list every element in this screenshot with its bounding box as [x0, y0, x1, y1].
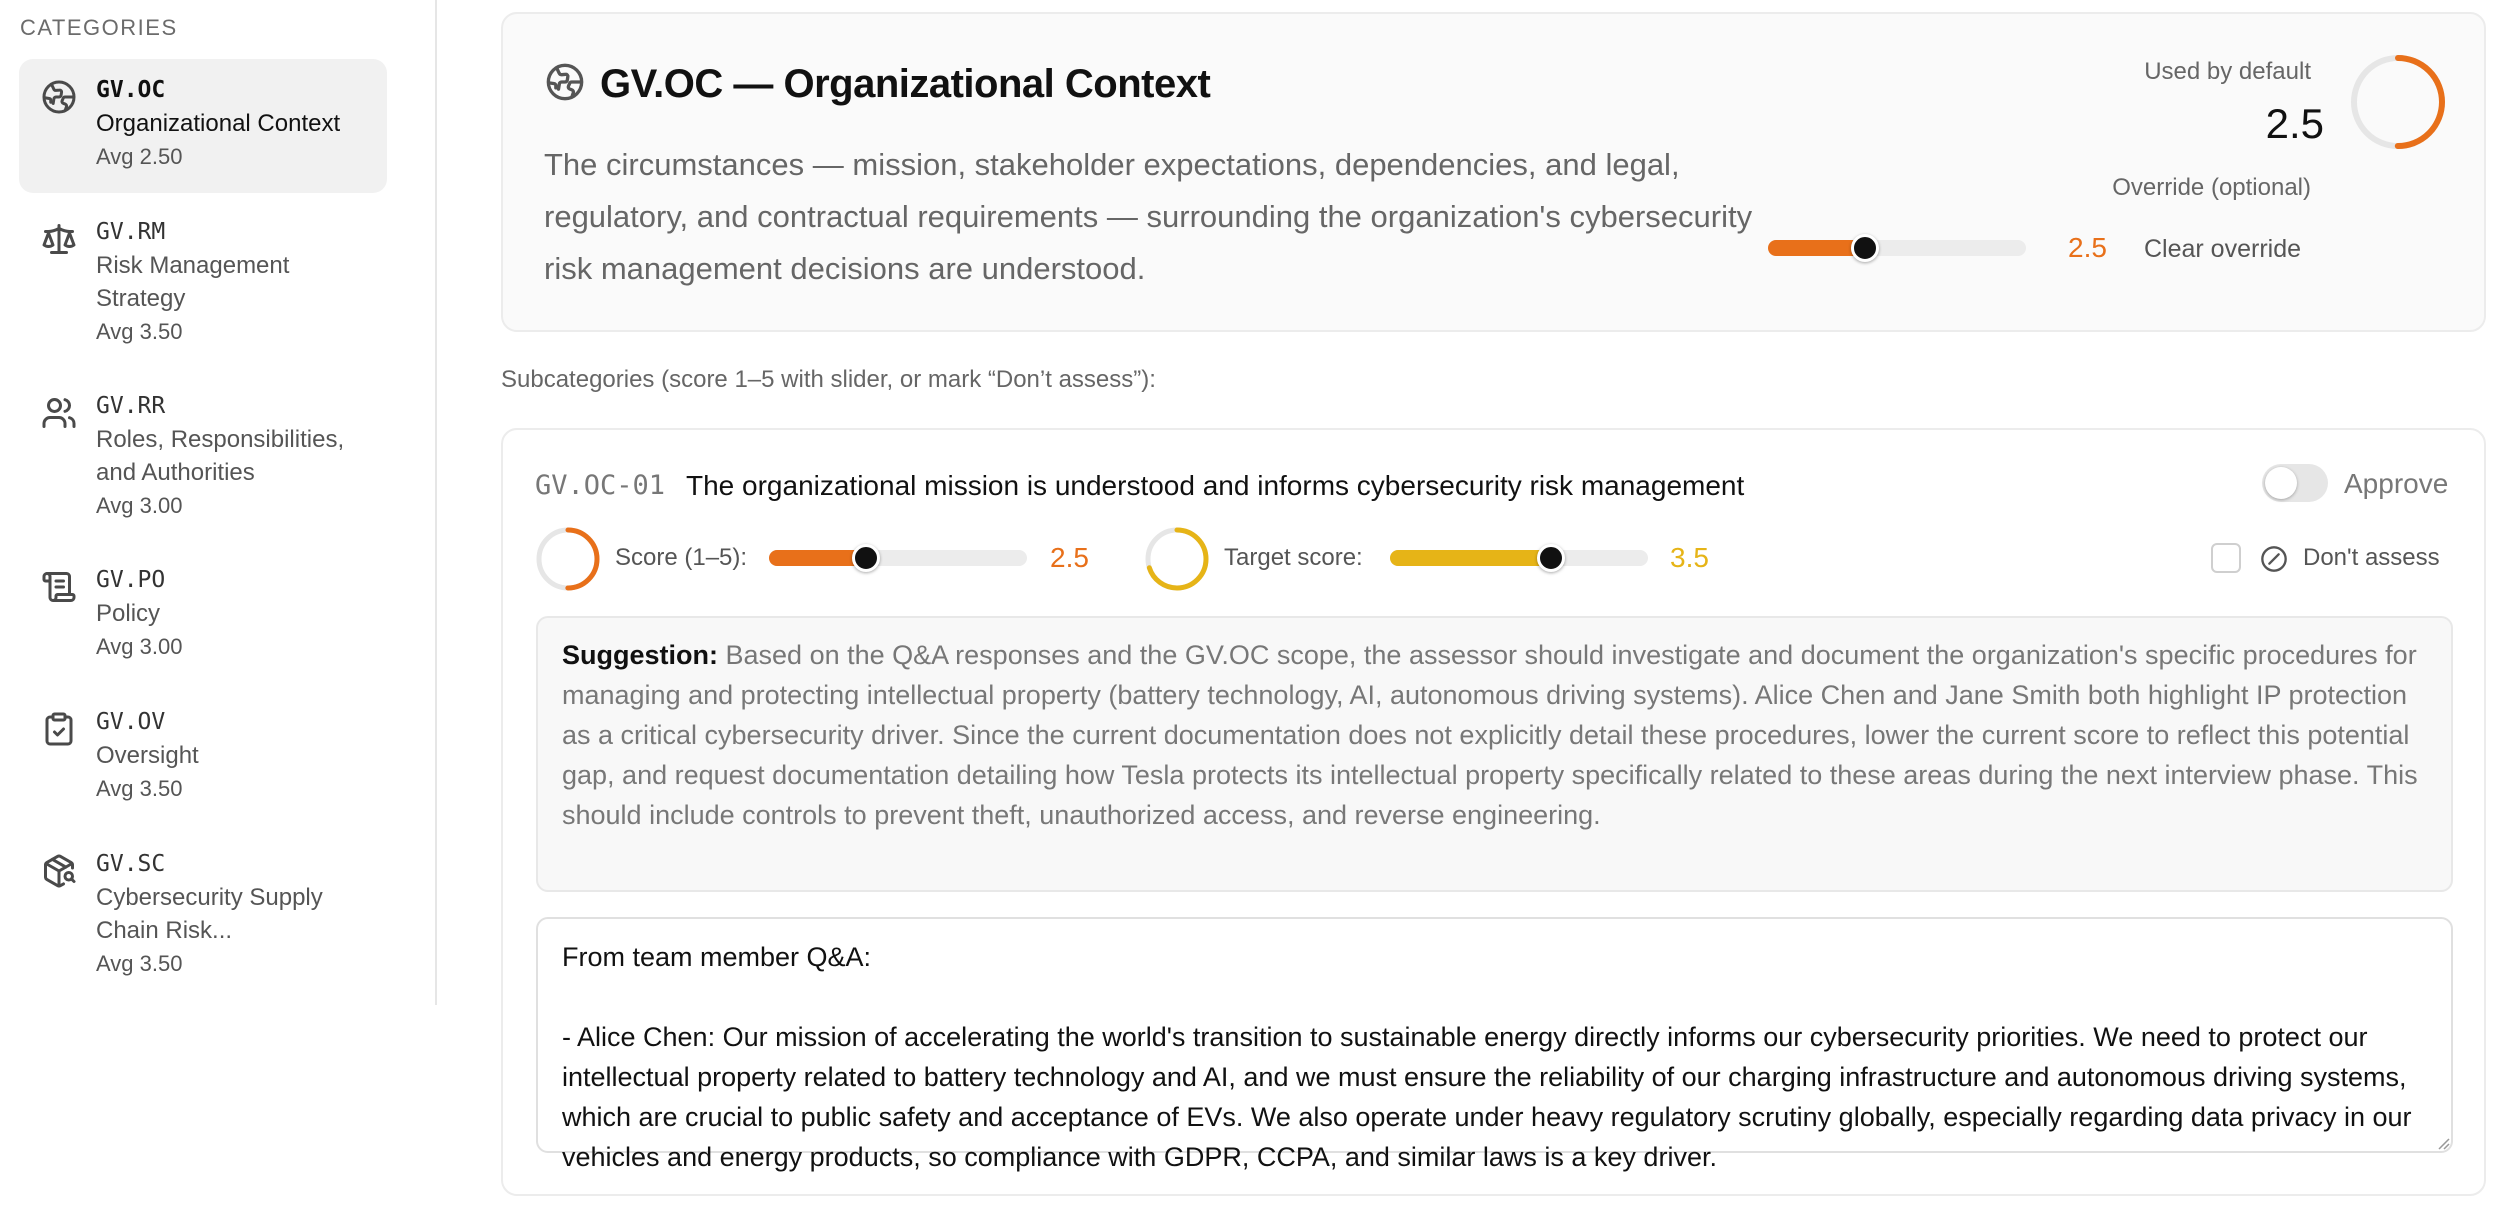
category-average: Avg 3.00: [96, 634, 183, 659]
category-list: [19, 59, 387, 1007]
category-name: Policy: [96, 600, 161, 627]
default-score-value: 2.5: [2265, 100, 2324, 147]
suggestion-text: Based on the Q&A responses and the GV.OC scope, the assessor should investigate and document the organization's specific procedures for managing and protecting intellectual property (battery technology, AI, autonomous driving systems). Alice Chen and Jane Smith both highlight IP protection as a critical cybersecurity driver. Since the current documentation does not explicitly detail these procedures, lower the current score to reflect this potential gap, and request documentation detailing how Tesla protects its intellectual property specifically related to these areas during the next interview phase. This should include controls to prevent theft, unauthorized access, and reverse engineering.: [562, 640, 2418, 830]
globe-icon: [41, 79, 77, 115]
category-code: GV.RR: [96, 393, 166, 419]
target-score-value: 3.5: [1670, 542, 1709, 573]
category-name: Organizational Context: [96, 110, 341, 137]
clipboard-check-icon: [41, 711, 77, 747]
suggestion-box: [536, 616, 2453, 892]
default-score-label: Used by default: [2144, 58, 2311, 85]
category-average: Avg 3.50: [96, 951, 183, 976]
category-average: Avg 3.50: [96, 319, 183, 344]
subcategories-heading: Subcategories (score 1–5 with slider, or mark “Don’t assess”):: [501, 366, 1156, 393]
sidebar-item-gv-po[interactable]: [19, 549, 387, 683]
subcategory-id: GV.OC-01: [535, 470, 666, 501]
notes-textarea[interactable]: From team member Q&A: - Alice Chen: Our mission of accelerating the world's transition to sustainable energy directly informs our cybersecurity priorities. We need to protect our intellectual property related to battery technology and AI, and we must ensure the reliability of our charging infrastructure and autonomous driving systems, which are crucial to public safety and acceptance of EVs. We also operate under heavy regulatory scrutiny globally, especially regarding data privacy in our vehicles and energy products, so compliance with GDPR, CCPA, and similar laws is a key driver.: [536, 917, 2453, 1153]
override-value: 2.5: [2068, 232, 2107, 263]
category-description: The circumstances — mission, stakeholder expectations, dependencies, and legal, regulatory, and contractual requirements — surrounding the organization's cybersecurity risk management decisions are understood.: [544, 147, 1753, 286]
users-icon: [41, 395, 77, 431]
category-code: GV.RM: [96, 219, 166, 245]
category-code: GV.PO: [96, 567, 166, 593]
target-score-label: Target score:: [1224, 544, 1363, 571]
approve-label: Approve: [2344, 468, 2449, 499]
package-search-icon: [41, 853, 77, 889]
score-label: Score (1–5):: [615, 544, 748, 571]
category-header-card: [501, 12, 2486, 332]
category-name: Roles, Responsibilities, and Authorities: [96, 426, 345, 486]
score-slider[interactable]: [769, 550, 1027, 566]
category-code: GV.SC: [96, 851, 166, 877]
clear-override-button[interactable]: Clear override: [2144, 235, 2302, 263]
category-code: GV.OV: [96, 709, 166, 735]
category-average: Avg 2.50: [96, 144, 183, 169]
dont-assess-checkbox[interactable]: [2211, 543, 2241, 573]
category-average: Avg 3.50: [96, 776, 183, 801]
categories-sidebar: [0, 0, 437, 1005]
target-score-slider[interactable]: [1390, 550, 1648, 566]
sidebar-item-gv-sc[interactable]: [19, 833, 387, 999]
override-slider[interactable]: [1768, 240, 2026, 256]
override-label: Override (optional): [2112, 174, 2311, 201]
ban-icon: [2260, 545, 2288, 573]
scroll-icon: [41, 569, 77, 605]
score-slider-thumb[interactable]: [852, 544, 880, 572]
globe-icon: [545, 62, 585, 102]
page-title: GV.OC — Organizational Context: [600, 62, 1211, 106]
resize-grip-icon[interactable]: [2435, 1135, 2451, 1151]
subcategory-title: The organizational mission is understood and informs cybersecurity risk management: [686, 470, 1745, 501]
dont-assess-label[interactable]: Don't assess: [2303, 544, 2440, 571]
category-name: Cybersecurity Supply Chain Risk...: [96, 884, 323, 944]
sidebar-item-gv-rm[interactable]: [19, 201, 387, 367]
approve-toggle[interactable]: [2262, 464, 2328, 502]
sidebar-item-gv-rr[interactable]: [19, 375, 387, 541]
subcategory-card: [501, 428, 2486, 1196]
category-average: Avg 3.00: [96, 493, 183, 518]
sidebar-title: CATEGORIES: [20, 15, 178, 40]
category-code: GV.OC: [96, 77, 166, 103]
category-name: Risk Management Strategy: [96, 252, 290, 312]
score-value: 2.5: [1050, 542, 1089, 573]
default-score-ring: [2348, 52, 2448, 152]
scale-icon: [41, 221, 77, 257]
suggestion-label: Suggestion:: [562, 640, 718, 670]
target-score-ring: [1144, 526, 1210, 592]
sidebar-item-gv-ov[interactable]: [19, 691, 387, 825]
score-ring: [535, 526, 601, 592]
override-slider-thumb[interactable]: [1851, 234, 1879, 262]
sidebar-item-gv-oc[interactable]: [19, 59, 387, 193]
target-slider-thumb[interactable]: [1537, 544, 1565, 572]
category-name: Oversight: [96, 742, 199, 769]
